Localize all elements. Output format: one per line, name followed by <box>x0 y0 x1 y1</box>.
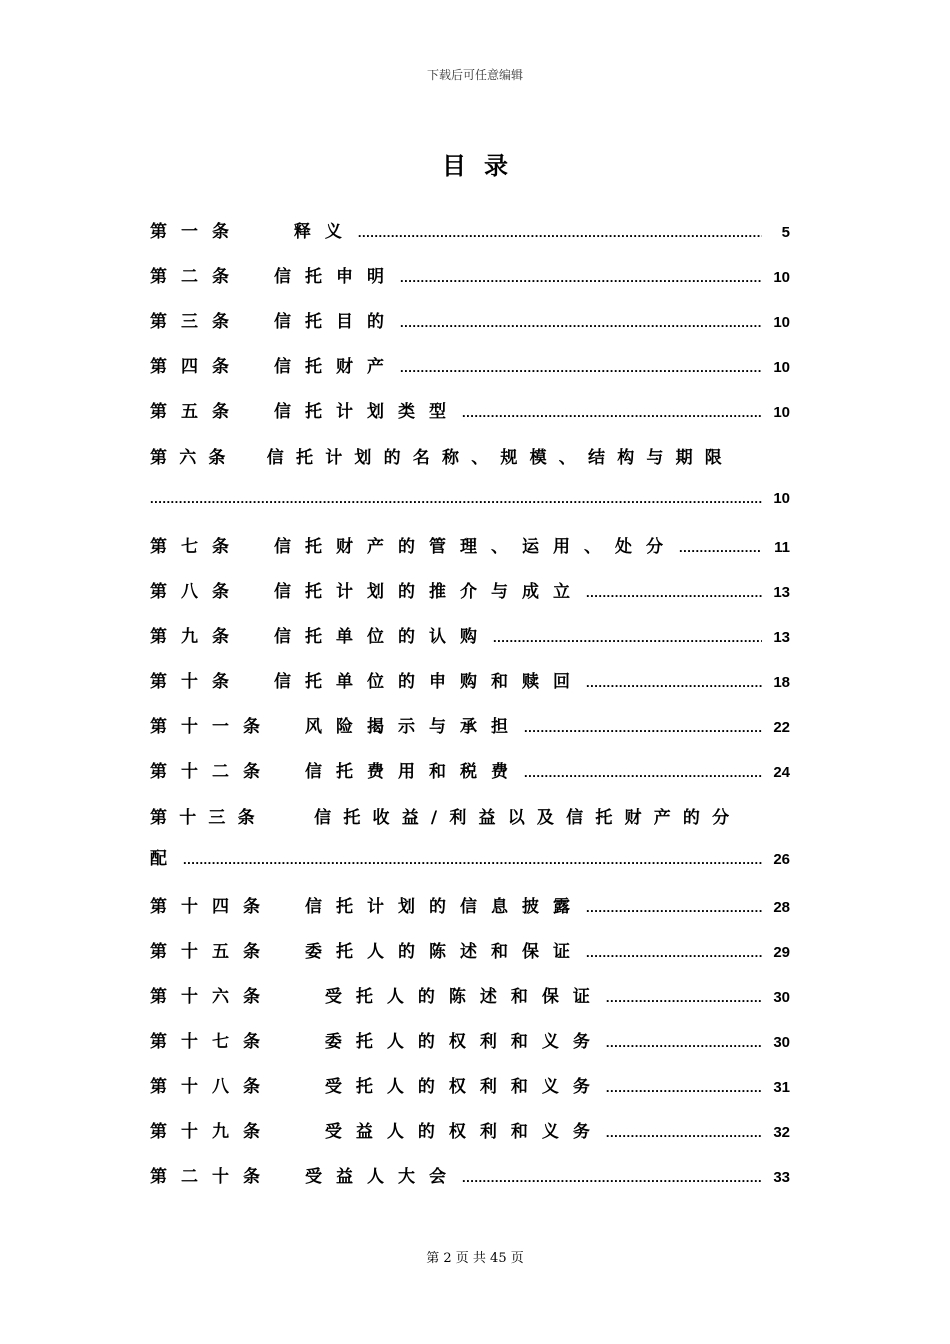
toc-label: 第一条 释义 <box>150 222 356 242</box>
toc-page-number: 32 <box>773 1124 790 1141</box>
toc-label: 第十八条 受托人的权利和义务 <box>150 1077 604 1097</box>
toc-leader <box>586 930 762 975</box>
toc-leader <box>606 1020 762 1065</box>
toc-label: 第十三条 信托收益/利益以及信托财产的分 <box>150 808 742 828</box>
toc-page-number: 13 <box>773 584 790 601</box>
toc-page-number: 24 <box>773 764 790 781</box>
toc-entry[interactable] <box>150 1110 790 1155</box>
toc-leader <box>586 570 762 615</box>
toc-page-number: 10 <box>773 269 790 286</box>
toc-page-number: 10 <box>773 314 790 331</box>
toc-entry[interactable] <box>150 525 790 570</box>
toc-leader <box>400 300 762 345</box>
toc-leader <box>462 390 762 435</box>
toc-label: 第十四条 信托计划的信息披露 <box>150 897 584 917</box>
toc-label: 第七条 信托财产的管理、运用、处分 <box>150 537 677 557</box>
toc-entry[interactable] <box>150 660 790 705</box>
toc-entry[interactable] <box>150 1065 790 1110</box>
toc-label: 第三条 信托目的 <box>150 312 398 332</box>
toc-page-number: 29 <box>773 944 790 961</box>
toc-label: 第九条 信托单位的认购 <box>150 627 491 647</box>
page-header: 下载后可任意编辑 <box>426 68 523 82</box>
toc-leader <box>358 210 762 255</box>
toc-entry[interactable] <box>150 1155 790 1200</box>
toc-page-number: 33 <box>773 1169 790 1186</box>
toc-leader <box>606 1065 762 1110</box>
toc-entry[interactable] <box>150 975 790 1020</box>
toc-leader <box>400 345 762 390</box>
toc-entry[interactable] <box>150 255 790 300</box>
toc-entry[interactable] <box>150 435 790 517</box>
toc-leader <box>183 842 762 878</box>
toc-label: 第六条 信托计划的名称、规模、结构与期限 <box>150 448 734 468</box>
toc-page-number: 30 <box>773 989 790 1006</box>
toc-page-number: 13 <box>773 629 790 646</box>
toc-entry[interactable] <box>150 705 790 750</box>
toc-leader <box>150 481 762 517</box>
toc-leader <box>493 615 762 660</box>
toc-label: 第十六条 受托人的陈述和保证 <box>150 987 604 1007</box>
toc-entry[interactable] <box>150 885 790 930</box>
toc-leader <box>586 660 762 705</box>
toc-page-number: 26 <box>773 851 790 868</box>
toc-entry[interactable] <box>150 390 790 435</box>
toc-leader <box>606 975 762 1020</box>
toc-entry[interactable] <box>150 345 790 390</box>
toc-label: 第十二条 信托费用和税费 <box>150 762 522 782</box>
toc-entry[interactable] <box>150 750 790 795</box>
toc-page-number: 10 <box>773 359 790 376</box>
toc-page-number: 18 <box>773 674 790 691</box>
toc-page-number: 31 <box>773 1079 790 1096</box>
toc-leader <box>400 255 762 300</box>
toc-label: 第八条 信托计划的推介与成立 <box>150 582 584 602</box>
toc-entry[interactable] <box>150 795 790 877</box>
toc-page-number: 10 <box>773 404 790 421</box>
toc-page-number: 5 <box>781 224 790 241</box>
toc-entry[interactable] <box>150 615 790 660</box>
toc-page-number: 11 <box>774 539 790 556</box>
toc-page-number: 30 <box>773 1034 790 1051</box>
toc-page-number: 22 <box>773 719 790 736</box>
toc-entry[interactable] <box>150 930 790 975</box>
toc-label: 第十九条 受益人的权利和义务 <box>150 1122 604 1142</box>
table-of-contents <box>150 210 790 1200</box>
page-footer: 第 2 页 共 45 页 <box>426 1251 524 1266</box>
page-title: 目录 <box>442 151 526 180</box>
toc-entry[interactable] <box>150 570 790 615</box>
toc-leader <box>462 1155 762 1200</box>
toc-label: 第二十条 受益人大会 <box>150 1167 460 1187</box>
toc-label: 第十七条 委托人的权利和义务 <box>150 1032 604 1052</box>
toc-page-number: 10 <box>773 490 790 507</box>
toc-label: 第十一条 风险揭示与承担 <box>150 717 522 737</box>
toc-label: 第五条 信托计划类型 <box>150 402 460 422</box>
toc-label: 第二条 信托申明 <box>150 267 398 287</box>
toc-label: 第四条 信托财产 <box>150 357 398 377</box>
toc-leader <box>606 1110 762 1155</box>
toc-entry[interactable] <box>150 210 790 255</box>
toc-label-continued: 配 <box>150 849 181 869</box>
toc-leader <box>524 750 762 795</box>
toc-entry[interactable] <box>150 1020 790 1065</box>
toc-leader <box>679 525 762 570</box>
toc-leader <box>586 885 762 930</box>
toc-label: 第十五条 委托人的陈述和保证 <box>150 942 584 962</box>
toc-leader <box>524 705 762 750</box>
toc-label: 第十条 信托单位的申购和赎回 <box>150 672 584 692</box>
toc-entry[interactable] <box>150 300 790 345</box>
toc-page-number: 28 <box>773 899 790 916</box>
